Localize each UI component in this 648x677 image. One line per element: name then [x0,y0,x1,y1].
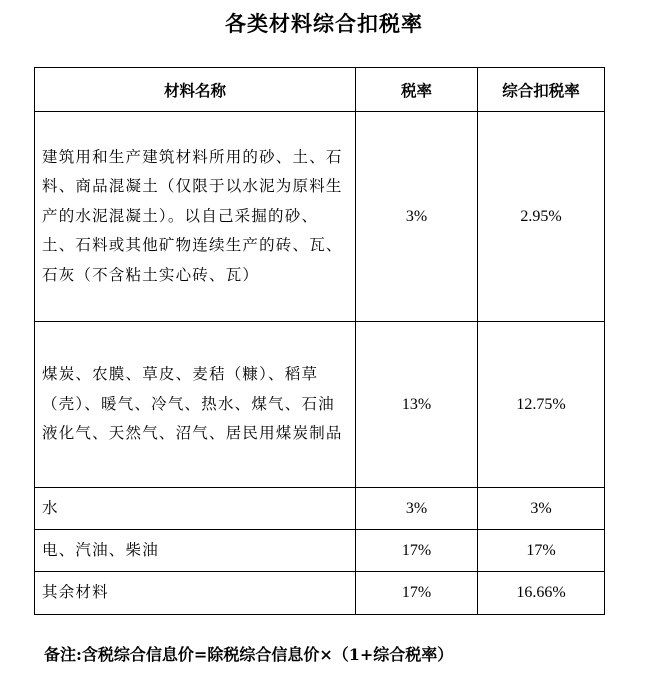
material-name-cell: 建筑用和生产建筑材料所用的砂、土、石料、商品混凝土（仅限于以水泥为原料生产的水泥混凝土）。以自己采掘的砂、土、石料或其他矿物连续生产的砖、瓦、石灰（不含粘土实心砖、瓦） [35,112,356,322]
table-header-row [35,68,605,112]
material-name-cell: 其余材料 [35,572,356,615]
table-row [35,112,605,322]
combined-rate-cell: 2.95% [478,112,605,322]
tax-rate-cell: 3% [356,488,478,530]
combined-rate-cell: 17% [478,530,605,572]
tax-rate-table [34,67,605,615]
material-name-cell: 水 [35,488,356,530]
table-row [35,530,605,572]
combined-rate-cell: 16.66% [478,572,605,615]
material-name-cell: 电、汽油、柴油 [35,530,356,572]
combined-rate-cell: 12.75% [478,322,605,488]
material-name-cell: 煤炭、农膜、草皮、麦秸（糠）、稻草（壳）、暖气、冷气、热水、煤气、石油液化气、天然气、沼气、居民用煤炭制品 [35,322,356,488]
table-row [35,322,605,488]
tax-rate-cell: 13% [356,322,478,488]
table-row [35,488,605,530]
header-tax-rate: 税率 [356,68,478,112]
tax-rate-cell: 3% [356,112,478,322]
header-combined-rate: 综合扣税率 [478,68,605,112]
document-title: 各类材料综合扣税率 [225,11,423,36]
tax-rate-cell: 17% [356,530,478,572]
combined-rate-cell: 3% [478,488,605,530]
tax-rate-cell: 17% [356,572,478,615]
table-row [35,572,605,615]
header-material-name: 材料名称 [35,68,356,112]
footnote: 备注:含税综合信息价=除税综合信息价×（1+综合税率） [44,645,454,664]
